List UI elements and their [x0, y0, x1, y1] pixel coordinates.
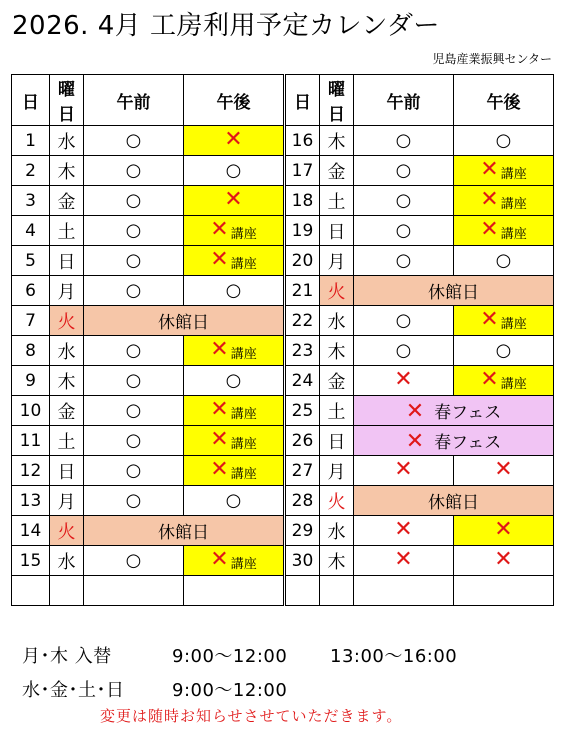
am-cell	[84, 546, 184, 576]
available-mark: ○	[125, 370, 142, 391]
unavailable-mark: ✕	[394, 457, 413, 482]
am-cell	[84, 366, 184, 396]
weekday-cell: 水	[50, 336, 84, 366]
weekday-cell: 水	[320, 516, 354, 546]
header-pm: 午後	[454, 75, 554, 126]
calendar-row	[286, 216, 554, 246]
day-cell: 9	[12, 366, 50, 396]
calendar-row	[286, 246, 554, 276]
weekday-cell: 水	[50, 126, 84, 156]
weekday-cell: 木	[320, 336, 354, 366]
day-cell: 15	[12, 546, 50, 576]
day-cell: 10	[12, 396, 50, 426]
pm-cell	[454, 246, 554, 276]
unavailable-mark: ✕	[480, 307, 499, 332]
available-mark: ○	[125, 130, 142, 151]
weekday-cell: 金	[320, 366, 354, 396]
calendar-row	[12, 246, 284, 276]
available-mark: ○	[395, 160, 412, 181]
unavailable-mark: ✕	[210, 547, 229, 572]
pm-cell	[454, 456, 554, 486]
status-label: 春フェス	[434, 433, 502, 453]
available-mark: ○	[125, 190, 142, 211]
available-mark: ○	[495, 130, 512, 151]
day-cell: 19	[286, 216, 320, 246]
weekday-cell: 金	[50, 396, 84, 426]
am-cell	[84, 576, 184, 606]
header-day: 日	[12, 75, 50, 126]
hours-days-1: 月･木 入替	[22, 646, 112, 667]
unavailable-mark: ✕	[224, 127, 243, 152]
lecture-label: 講座	[500, 317, 527, 332]
calendar-row	[286, 576, 554, 606]
header-row	[286, 75, 554, 126]
lecture-label: 講座	[230, 257, 257, 272]
calendar-row	[286, 126, 554, 156]
day-cell: 1	[12, 126, 50, 156]
am-cell	[84, 126, 184, 156]
calendar-row	[286, 546, 554, 576]
day-cell: 25	[286, 396, 320, 426]
unavailable-mark: ✕	[224, 187, 243, 212]
day-cell: 4	[12, 216, 50, 246]
am-cell	[354, 306, 454, 336]
day-cell: 2	[12, 156, 50, 186]
calendar-row	[12, 366, 284, 396]
day-cell: 28	[286, 486, 320, 516]
calendar-row	[12, 336, 284, 366]
weekday-cell: 土	[50, 216, 84, 246]
am-cell	[354, 216, 454, 246]
status-label: 休館日	[158, 523, 209, 543]
available-mark: ○	[125, 430, 142, 451]
weekday-cell: 木	[320, 126, 354, 156]
calendar-row	[12, 126, 284, 156]
am-cell	[84, 276, 184, 306]
weekday-cell: 金	[50, 186, 84, 216]
pm-cell	[454, 336, 554, 366]
calendar-row	[12, 186, 284, 216]
calendar-row	[12, 216, 284, 246]
pm-cell	[184, 486, 284, 516]
calendar-row	[12, 276, 284, 306]
unavailable-mark: ✕	[394, 517, 413, 542]
unavailable-mark: ✕	[394, 547, 413, 572]
day-cell: 5	[12, 246, 50, 276]
calendar-row	[286, 336, 554, 366]
available-mark: ○	[395, 190, 412, 211]
day-cell: 8	[12, 336, 50, 366]
day-cell: 29	[286, 516, 320, 546]
available-mark: ○	[395, 130, 412, 151]
weekday-cell: 月	[50, 486, 84, 516]
pm-cell	[454, 216, 554, 246]
calendar-row	[12, 156, 284, 186]
hours-line-1	[22, 642, 457, 668]
weekday-cell: 水	[320, 306, 354, 336]
available-mark: ○	[125, 400, 142, 421]
available-mark: ○	[225, 280, 242, 301]
pm-cell	[184, 456, 284, 486]
weekday-cell	[50, 576, 84, 606]
calendar-body-left	[12, 126, 284, 606]
calendar-row	[286, 186, 554, 216]
header-row	[12, 75, 284, 126]
weekday-cell: 月	[320, 246, 354, 276]
unavailable-mark: ✕	[210, 457, 229, 482]
calendar-row	[286, 426, 554, 456]
page-title: 2026. 4月 工房利用予定カレンダー	[12, 11, 440, 41]
status-span-cell	[84, 516, 284, 546]
available-mark: ○	[125, 220, 142, 241]
pm-cell	[454, 156, 554, 186]
weekday-cell: 月	[50, 276, 84, 306]
weekday-cell: 水	[50, 546, 84, 576]
hours-time-1a: 9:00～12:00	[172, 646, 288, 667]
calendar-row	[286, 456, 554, 486]
pm-cell	[454, 126, 554, 156]
lecture-label: 講座	[500, 197, 527, 212]
day-cell: 21	[286, 276, 320, 306]
pm-cell	[184, 396, 284, 426]
calendar-table-right	[285, 74, 554, 606]
day-cell: 24	[286, 366, 320, 396]
weekday-cell: 日	[50, 456, 84, 486]
calendar-row	[286, 306, 554, 336]
unavailable-mark: ✕	[394, 367, 413, 392]
pm-cell	[454, 546, 554, 576]
weekday-cell: 金	[320, 156, 354, 186]
available-mark: ○	[125, 280, 142, 301]
unavailable-mark: ✕	[494, 457, 513, 482]
available-mark: ○	[125, 490, 142, 511]
unavailable-mark: ✕	[405, 429, 425, 454]
status-span-cell	[354, 486, 554, 516]
day-cell: 16	[286, 126, 320, 156]
am-cell	[84, 486, 184, 516]
weekday-cell: 火	[50, 516, 84, 546]
header-weekday: 曜日	[50, 75, 84, 126]
available-mark: ○	[495, 250, 512, 271]
calendar-row	[286, 516, 554, 546]
am-cell	[354, 576, 454, 606]
day-cell: 14	[12, 516, 50, 546]
day-cell: 26	[286, 426, 320, 456]
am-cell	[354, 246, 454, 276]
calendar-table-left	[11, 74, 284, 606]
lecture-label: 講座	[230, 437, 257, 452]
weekday-cell: 月	[320, 456, 354, 486]
pm-cell	[184, 156, 284, 186]
am-cell	[84, 216, 184, 246]
status-span-cell	[84, 306, 284, 336]
pm-cell	[184, 576, 284, 606]
header-am: 午前	[354, 75, 454, 126]
available-mark: ○	[395, 220, 412, 241]
unavailable-mark: ✕	[210, 337, 229, 362]
available-mark: ○	[395, 340, 412, 361]
am-cell	[354, 156, 454, 186]
hours-time-2a: 9:00～12:00	[172, 680, 288, 701]
pm-cell	[454, 516, 554, 546]
day-cell: 13	[12, 486, 50, 516]
unavailable-mark: ✕	[210, 217, 229, 242]
day-cell: 12	[12, 456, 50, 486]
am-cell	[84, 426, 184, 456]
weekday-cell: 日	[320, 216, 354, 246]
available-mark: ○	[495, 340, 512, 361]
weekday-cell: 土	[320, 396, 354, 426]
calendar-row	[12, 486, 284, 516]
pm-cell	[454, 186, 554, 216]
weekday-cell: 木	[320, 546, 354, 576]
available-mark: ○	[395, 310, 412, 331]
day-cell	[12, 576, 50, 606]
weekday-cell: 日	[50, 246, 84, 276]
status-label: 休館日	[428, 493, 479, 513]
available-mark: ○	[125, 250, 142, 271]
weekday-cell: 木	[50, 366, 84, 396]
am-cell	[354, 186, 454, 216]
day-cell: 7	[12, 306, 50, 336]
hours-time-1b: 13:00～16:00	[330, 646, 458, 667]
day-cell: 11	[12, 426, 50, 456]
weekday-cell: 土	[320, 186, 354, 216]
unavailable-mark: ✕	[405, 399, 425, 424]
day-cell: 27	[286, 456, 320, 486]
weekday-cell: 土	[50, 426, 84, 456]
header-day: 日	[286, 75, 320, 126]
available-mark: ○	[125, 160, 142, 181]
unavailable-mark: ✕	[494, 517, 513, 542]
lecture-label: 講座	[230, 467, 257, 482]
status-label: 春フェス	[434, 403, 502, 423]
lecture-label: 講座	[230, 227, 257, 242]
day-cell: 20	[286, 246, 320, 276]
am-cell	[354, 366, 454, 396]
day-cell	[286, 576, 320, 606]
am-cell	[354, 546, 454, 576]
weekday-cell: 火	[320, 276, 354, 306]
hours-line-2	[22, 676, 287, 702]
pm-cell	[184, 246, 284, 276]
unavailable-mark: ✕	[210, 397, 229, 422]
lecture-label: 講座	[230, 407, 257, 422]
pm-cell	[184, 546, 284, 576]
status-label: 休館日	[428, 283, 479, 303]
calendar-row	[286, 276, 554, 306]
pm-cell	[454, 576, 554, 606]
pm-cell	[184, 336, 284, 366]
header-weekday: 曜日	[320, 75, 354, 126]
available-mark: ○	[225, 490, 242, 511]
calendar-row	[12, 576, 284, 606]
day-cell: 17	[286, 156, 320, 186]
am-cell	[84, 396, 184, 426]
available-mark: ○	[125, 340, 142, 361]
am-cell	[84, 246, 184, 276]
available-mark: ○	[395, 250, 412, 271]
pm-cell	[184, 366, 284, 396]
weekday-cell: 火	[320, 486, 354, 516]
pm-cell	[454, 306, 554, 336]
day-cell: 23	[286, 336, 320, 366]
pm-cell	[454, 366, 554, 396]
calendar-row	[286, 156, 554, 186]
lecture-label: 講座	[230, 347, 257, 362]
calendar-row	[12, 516, 284, 546]
am-cell	[354, 336, 454, 366]
calendar-body-right	[286, 126, 554, 606]
header-am: 午前	[84, 75, 184, 126]
unavailable-mark: ✕	[480, 217, 499, 242]
calendar-row	[286, 366, 554, 396]
calendar-row	[12, 456, 284, 486]
am-cell	[354, 456, 454, 486]
available-mark: ○	[225, 160, 242, 181]
notice-text: 変更は随時お知らせさせていただきます。	[100, 707, 403, 725]
status-span-cell	[354, 426, 554, 456]
am-cell	[84, 336, 184, 366]
am-cell	[84, 156, 184, 186]
unavailable-mark: ✕	[480, 157, 499, 182]
pm-cell	[184, 216, 284, 246]
lecture-label: 講座	[500, 377, 527, 392]
status-span-cell	[354, 276, 554, 306]
day-cell: 22	[286, 306, 320, 336]
unavailable-mark: ✕	[480, 187, 499, 212]
pm-cell	[184, 186, 284, 216]
lecture-label: 講座	[500, 167, 527, 182]
calendar-row	[12, 306, 284, 336]
am-cell	[354, 126, 454, 156]
pm-cell	[184, 276, 284, 306]
am-cell	[354, 516, 454, 546]
status-label: 休館日	[158, 313, 209, 333]
organization-name: 児島産業振興センター	[432, 52, 552, 66]
available-mark: ○	[125, 460, 142, 481]
available-mark: ○	[225, 370, 242, 391]
calendar-row	[286, 396, 554, 426]
weekday-cell	[320, 576, 354, 606]
pm-cell	[184, 126, 284, 156]
weekday-cell: 木	[50, 156, 84, 186]
header-pm: 午後	[184, 75, 284, 126]
day-cell: 30	[286, 546, 320, 576]
am-cell	[84, 456, 184, 486]
lecture-label: 講座	[230, 557, 257, 572]
unavailable-mark: ✕	[494, 547, 513, 572]
weekday-cell: 日	[320, 426, 354, 456]
lecture-label: 講座	[500, 227, 527, 242]
available-mark: ○	[125, 550, 142, 571]
hours-days-2: 水･金･土･日	[22, 680, 125, 701]
day-cell: 18	[286, 186, 320, 216]
unavailable-mark: ✕	[210, 247, 229, 272]
calendar-row	[12, 546, 284, 576]
day-cell: 3	[12, 186, 50, 216]
am-cell	[84, 186, 184, 216]
weekday-cell: 火	[50, 306, 84, 336]
day-cell: 6	[12, 276, 50, 306]
unavailable-mark: ✕	[210, 427, 229, 452]
status-span-cell	[354, 396, 554, 426]
calendar-row	[286, 486, 554, 516]
pm-cell	[184, 426, 284, 456]
calendar-row	[12, 396, 284, 426]
calendar-row	[12, 426, 284, 456]
unavailable-mark: ✕	[480, 367, 499, 392]
